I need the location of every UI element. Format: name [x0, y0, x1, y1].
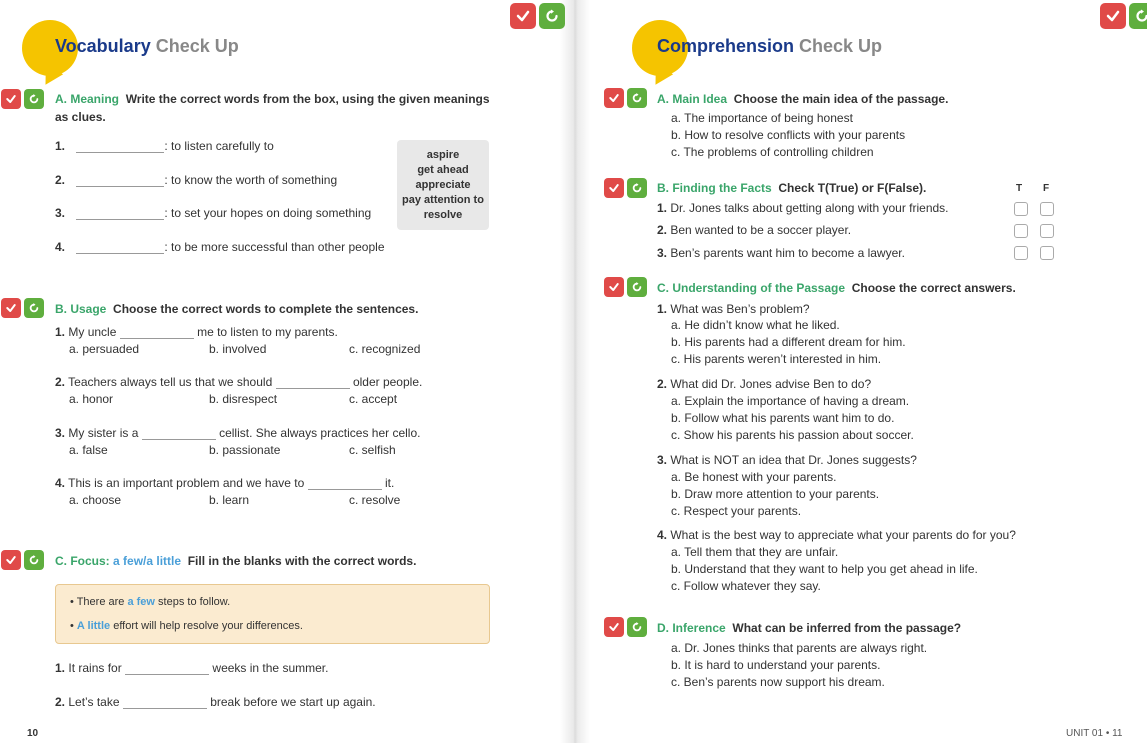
meaning-item-3: 3. : to set your hopes on doing something — [55, 206, 372, 220]
fact-item-3: 3. Ben’s parents want him to become a lawyer. — [657, 246, 905, 260]
reset-button[interactable] — [627, 277, 647, 297]
understanding-q3-option-a[interactable]: a. Be honest with your parents. — [671, 470, 837, 484]
usage-q2: 2. Teachers always tell us that we should older people. — [55, 375, 423, 389]
word-box-item: get ahead — [417, 164, 469, 176]
understanding-q4-option-c[interactable]: c. Follow whatever they say. — [671, 579, 821, 593]
understanding-check-buttons — [604, 277, 647, 297]
facts-heading: B. Finding the Facts Check T(True) or F(False). — [657, 181, 927, 195]
understanding-q3-option-b[interactable]: b. Draw more attention to your parents. — [671, 487, 880, 501]
usage-q3-option-c[interactable]: c. selfish — [349, 443, 396, 457]
usage-q4-option-b[interactable]: b. learn — [209, 493, 250, 507]
meaning-heading: A. Meaning Write the correct words from the box, using the given meanings — [55, 92, 490, 106]
focus-heading: C. Focus: a few/a little Fill in the blanks with the correct words. — [55, 554, 417, 568]
false-checkbox[interactable] — [1040, 246, 1054, 260]
main-idea-option-c[interactable]: c. The problems of controlling children — [671, 145, 874, 159]
understanding-q2-option-a[interactable]: a. Explain the importance of having a dream. — [671, 394, 910, 408]
usage-q4-option-a[interactable]: a. choose — [69, 493, 122, 507]
answer-blank[interactable] — [76, 243, 164, 254]
facts-check-buttons — [604, 178, 647, 198]
usage-q3: 3. My sister is a cellist. She always practices her cello. — [55, 426, 421, 440]
comprehension-title: Comprehension Check Up — [657, 36, 883, 56]
answer-blank[interactable] — [125, 664, 209, 675]
word-box — [397, 140, 489, 230]
false-checkbox[interactable] — [1040, 202, 1054, 216]
reset-all-button-left[interactable] — [539, 3, 565, 29]
inference-option-c[interactable]: c. Ben’s parents now support his dream. — [671, 675, 885, 689]
meaning-item-1: 1. : to listen carefully to — [55, 139, 274, 153]
usage-q3-option-b[interactable]: b. passionate — [209, 443, 281, 457]
understanding-q4-option-b[interactable]: b. Understand that they want to help you get ahead in life. — [671, 562, 978, 576]
check-button[interactable] — [1, 89, 21, 109]
answer-blank[interactable] — [76, 176, 164, 187]
true-checkbox[interactable] — [1014, 202, 1028, 216]
focus-example-box — [55, 584, 490, 644]
page-gutter — [560, 0, 590, 743]
answer-blank[interactable] — [308, 479, 382, 490]
understanding-q2: 2. What did Dr. Jones advise Ben to do? — [657, 377, 872, 391]
reset-button[interactable] — [24, 298, 44, 318]
focus-example-1: • There are a few steps to follow. — [70, 596, 231, 608]
focus-example-2: • A little effort will help resolve your differences. — [70, 620, 303, 632]
reset-all-button-right[interactable] — [1129, 3, 1147, 29]
reset-button[interactable] — [24, 89, 44, 109]
meaning-heading-cont: as clues. — [55, 110, 106, 124]
usage-q4-option-c[interactable]: c. resolve — [349, 493, 401, 507]
page-check-buttons-right — [1100, 3, 1147, 29]
true-checkbox[interactable] — [1014, 224, 1028, 238]
usage-q2-option-c[interactable]: c. accept — [349, 392, 398, 406]
check-button[interactable] — [1, 298, 21, 318]
answer-blank[interactable] — [123, 698, 207, 709]
main-idea-option-a[interactable]: a. The importance of being honest — [671, 111, 853, 125]
usage-q1-option-a[interactable]: a. persuaded — [69, 342, 140, 356]
check-all-button-right[interactable] — [1100, 3, 1126, 29]
usage-q1-option-c[interactable]: c. recognized — [349, 342, 421, 356]
main-idea-option-b[interactable]: b. How to resolve conflicts with your parents — [671, 128, 906, 142]
false-checkbox[interactable] — [1040, 224, 1054, 238]
answer-blank[interactable] — [120, 328, 194, 339]
check-button[interactable] — [604, 88, 624, 108]
check-button[interactable] — [604, 617, 624, 637]
understanding-q2-option-c[interactable]: c. Show his parents his passion about soccer. — [671, 428, 914, 442]
reset-button[interactable] — [627, 88, 647, 108]
true-checkbox[interactable] — [1014, 246, 1028, 260]
main-idea-heading: A. Main Idea Choose the main idea of the passage. — [657, 92, 949, 106]
understanding-heading: C. Understanding of the Passage Choose the correct answers. — [657, 281, 1016, 295]
page-footer-right: UNIT 01 • 11 — [1066, 728, 1123, 739]
inference-option-b[interactable]: b. It is hard to understand your parents. — [671, 658, 881, 672]
usage-q4: 4. This is an important problem and we have to it. — [55, 476, 395, 490]
reset-button[interactable] — [627, 178, 647, 198]
check-button[interactable] — [604, 277, 624, 297]
fact-item-2: 2. Ben wanted to be a soccer player. — [657, 223, 852, 237]
check-all-button-left[interactable] — [510, 3, 536, 29]
understanding-q1: 1. What was Ben’s problem? — [657, 302, 810, 316]
focus-item-2: 2. Let’s take break before we start up again. — [55, 695, 376, 709]
meaning-item-4: 4. : to be more successful than other people — [55, 240, 385, 254]
section-a-check-buttons — [1, 89, 44, 109]
vocabulary-title: Vocabulary Check Up — [55, 36, 239, 56]
usage-heading: B. Usage Choose the correct words to complete the sentences. — [55, 302, 419, 316]
understanding-q1-option-b[interactable]: b. His parents had a different dream for him. — [671, 335, 906, 349]
word-box-item: resolve — [423, 209, 463, 221]
answer-blank[interactable] — [76, 142, 164, 153]
meaning-item-2: 2. : to know the worth of something — [55, 173, 338, 187]
understanding-q1-option-a[interactable]: a. He didn’t know what he liked. — [671, 318, 840, 332]
word-box-item: aspire — [426, 149, 460, 161]
main-idea-check-buttons — [604, 88, 647, 108]
reset-button[interactable] — [627, 617, 647, 637]
inference-heading: D. Inference What can be inferred from the passage? — [657, 621, 962, 635]
inference-check-buttons — [604, 617, 647, 637]
usage-q2-option-b[interactable]: b. disrespect — [209, 392, 278, 406]
page-number-left: 10 — [27, 728, 39, 739]
answer-blank[interactable] — [276, 378, 350, 389]
word-box-item: appreciate — [415, 179, 471, 191]
check-button[interactable] — [1, 550, 21, 570]
word-box-item: pay attention to — [402, 194, 484, 206]
false-column-label: F — [1043, 183, 1050, 194]
understanding-q4: 4. What is the best way to appreciate what your parents do for you? — [657, 528, 1016, 542]
section-b-check-buttons — [1, 298, 44, 318]
answer-blank[interactable] — [76, 209, 164, 220]
understanding-q4-option-a[interactable]: a. Tell them that they are unfair. — [671, 545, 839, 559]
understanding-q3-option-c[interactable]: c. Respect your parents. — [671, 504, 802, 518]
usage-q1-option-b[interactable]: b. involved — [209, 342, 267, 356]
usage-q3-option-a[interactable]: a. false — [69, 443, 108, 457]
focus-item-1: 1. It rains for weeks in the summer. — [55, 661, 329, 675]
page-check-buttons-left — [510, 3, 565, 29]
check-button[interactable] — [604, 178, 624, 198]
understanding-q2-option-b[interactable]: b. Follow what his parents want him to do. — [671, 411, 895, 425]
fact-item-1: 1. Dr. Jones talks about getting along with your friends. — [657, 201, 949, 215]
true-column-label: T — [1016, 183, 1023, 194]
reset-button[interactable] — [24, 550, 44, 570]
understanding-q3: 3. What is NOT an idea that Dr. Jones suggests? — [657, 453, 917, 467]
usage-q2-option-a[interactable]: a. honor — [69, 392, 114, 406]
section-c-check-buttons — [1, 550, 44, 570]
understanding-q1-option-c[interactable]: c. His parents weren’t interested in him. — [671, 352, 882, 366]
inference-option-a[interactable]: a. Dr. Jones thinks that parents are always right. — [671, 641, 928, 655]
answer-blank[interactable] — [142, 429, 216, 440]
usage-q1: 1. My uncle me to listen to my parents. — [55, 325, 338, 339]
